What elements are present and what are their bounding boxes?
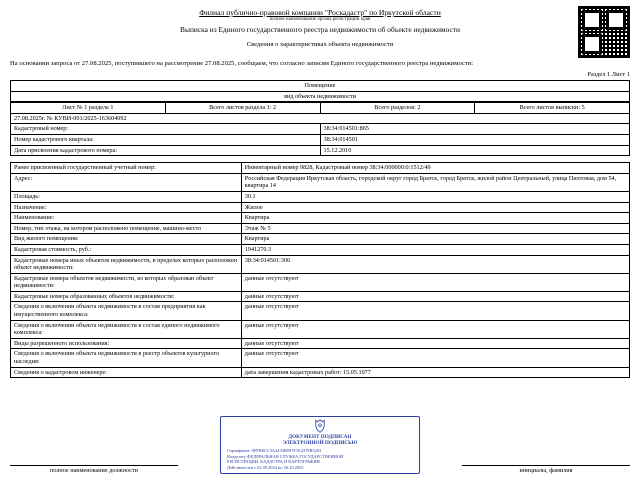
row-label: Кадастровая стоимость, руб.: [11, 244, 242, 255]
stamp-title-line2: ЭЛЕКТРОННОЙ ПОДПИСЬЮ [282, 440, 358, 447]
object-type-caption: вид объекта недвижимости [11, 91, 630, 102]
row-label: Сведения о включении объекта недвижимости в состав единого недвижимого комплекса: [11, 320, 242, 338]
object-type-value: Помещение [11, 81, 630, 92]
row-label: Кадастровые номера объектов недвижимости, из которых образован объект недвижимости: [11, 273, 242, 291]
row-value: 38:34:014501 [320, 134, 630, 145]
row-value: 1941270.3 [241, 244, 629, 255]
stamp-owner-cont: РЕГИСТРАЦИИ, КАДАСТРА И КАРТОГРАФИИ [227, 459, 320, 465]
table-row [11, 273, 630, 291]
row-value: Квартира [241, 213, 629, 224]
row-value: данные отсутствуют [241, 338, 629, 349]
row-value: 38:34:014501:306 [241, 255, 629, 273]
row-label: Вид жилого помещения: [11, 234, 242, 245]
row-label: Дата присвоения кадастрового номера: [11, 145, 321, 156]
signature-name-caption: инициалы, фамилия [462, 465, 630, 474]
table-row [11, 202, 630, 213]
stamp-certificate: Сертификат: 0FFB8CC3A4233B097F1E2378B3203 [227, 448, 322, 454]
table-row [11, 244, 630, 255]
row-value: данные отсутствуют [241, 302, 629, 320]
object-type-table [10, 80, 630, 102]
row-label: Номер, тип этажа, на котором расположено помещение, машино-место [11, 223, 242, 234]
stamp-title-line1: ДОКУМЕНТ ПОДПИСАН [288, 433, 352, 440]
sheet-info-table [10, 102, 630, 156]
row-value: дата завершения кадастровых работ: 15.05.1977 [241, 367, 629, 378]
section-title: Сведения о характеристиках объекта недвижимости [246, 41, 394, 48]
characteristics-table [10, 162, 630, 378]
stamp-owner: Владелец: ФЕДЕРАЛЬНАЯ СЛУЖБА ГОСУДАРСТВЕННОЙ [227, 453, 344, 459]
organization-name: Филиал публично-правовой компании "Роскадастр" по Иркутской области [199, 8, 441, 17]
row-label: Кадастровые номера иных объектов недвижимости, в пределах которых расположен объект недвижимости: [11, 255, 242, 273]
intro-paragraph: На основании запроса от 27.08.2025, поступившего на рассмотрение 27.08.2025, сообщаем, что согласно записям Единого государственного реестра недвижимости: [10, 60, 474, 67]
table-row [11, 163, 630, 174]
row-label: Кадастровый номер: [11, 124, 321, 135]
row-label: Назначение: [11, 202, 242, 213]
table-row [11, 338, 630, 349]
row-value: данные отсутствуют [241, 349, 629, 367]
row-label: Сведения о включении объекта недвижимости в состав предприятия как имущественного комплекса: [11, 302, 242, 320]
row-label: Виды разрешенного использования: [11, 338, 242, 349]
table-row [11, 173, 630, 191]
row-value: Квартира [241, 234, 629, 245]
row-value: 30.1 [241, 191, 629, 202]
row-label: Сведения о кадастровом инженере: [11, 367, 242, 378]
row-label: Кадастровые номера образованных объектов недвижимости: [11, 291, 242, 302]
table-row [11, 291, 630, 302]
row-value: Инвентарный номер 9828, Кадастровый номер 38:34:000000:0:1512/49 [241, 163, 629, 174]
table-row [11, 255, 630, 273]
signature-position-caption: полное наименование должности [10, 465, 178, 474]
organization-name-caption: полное наименование органа регистрации прав [269, 17, 371, 22]
table-row [11, 320, 630, 338]
table-row [11, 302, 630, 320]
signature-position-col [10, 465, 178, 474]
total-sheets-razdel: Всего листов раздела 1: 2 [165, 103, 320, 114]
row-value: данные отсутствуют [241, 320, 629, 338]
table-row [11, 349, 630, 367]
row-value: Жилое [241, 202, 629, 213]
qr-code [578, 6, 630, 58]
table-row [11, 213, 630, 224]
table-row [11, 191, 630, 202]
row-value: 38:34:014501:865 [320, 124, 630, 135]
total-sheets-vypiska: Всего листов выписки: 5 [475, 103, 630, 114]
table-row [11, 367, 630, 378]
coat-of-arms-icon [313, 419, 327, 433]
row-label: Адрес: [11, 173, 242, 191]
razdel-label: Раздел 1 Лист 1 [587, 71, 630, 78]
document-title: Выписка из Единого государственного реестра недвижимости об объекте недвижимости [180, 25, 460, 34]
row-value: данные отсутствуют [241, 273, 629, 291]
row-label: Номер кадастрового квартала: [11, 134, 321, 145]
row-label: Наименование: [11, 213, 242, 224]
document-number-row: 27.08.2025г. № КУВИ-001/2025-163604092 [11, 113, 630, 124]
stamp-valid: Действителен с 02.09.2024 по 26.10.2025 [227, 464, 304, 470]
row-value: Российская Федерация Иркутская область, городской округ город Братск, город Братск, жилой район Центральный, улица Пихтовая, дом 54, квартира 14 [241, 173, 629, 191]
row-value: данные отсутствуют [241, 291, 629, 302]
row-label: Сведения о включении объекта недвижимости в реестр объектов культурного наследия: [11, 349, 242, 367]
signature-block [0, 412, 640, 474]
row-label: Площадь: [11, 191, 242, 202]
electronic-signature-stamp [220, 416, 420, 474]
table-row [11, 234, 630, 245]
table-row [11, 223, 630, 234]
row-value: Этаж № 5 [241, 223, 629, 234]
total-razdels: Всего разделов: 2 [320, 103, 475, 114]
sheet-of-razdel: Лист № 1 раздела 1 [11, 103, 166, 114]
signature-name-col [462, 465, 630, 474]
row-value: 15.12.2010 [320, 145, 630, 156]
row-label: Ранее присвоенный государственный учетный номер: [11, 163, 242, 174]
